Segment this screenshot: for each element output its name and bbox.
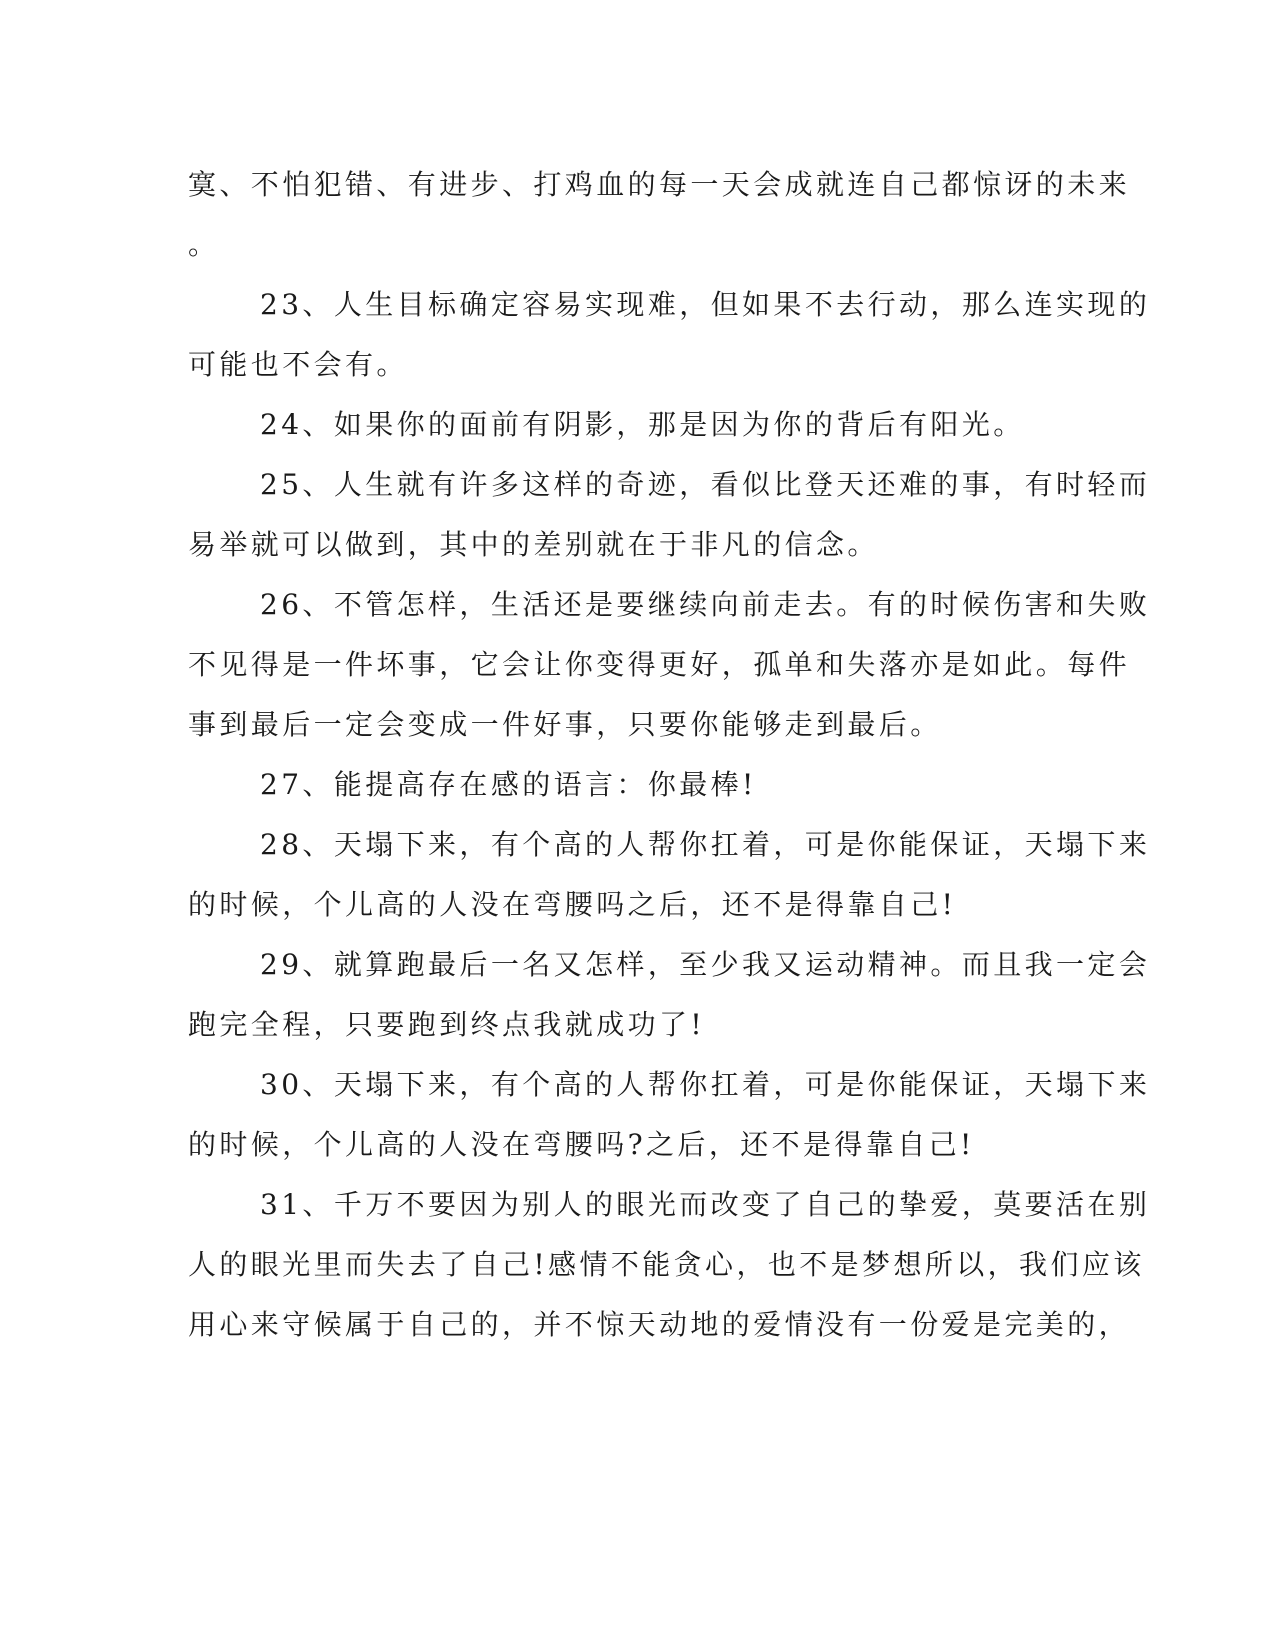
text-line: 26、不管怎样，生活还是要继续向前走去。有的时候伤害和失败 [260, 588, 1151, 621]
text-line: 的时候，个儿高的人没在弯腰吗之后，还不是得靠自己! [188, 888, 957, 921]
text-line: 可能也不会有。 [188, 348, 408, 381]
text-line: 27、能提高存在感的语言：你最棒! [260, 768, 757, 801]
text-line: 30、天塌下来，有个高的人帮你扛着，可是你能保证，天塌下来 [260, 1068, 1151, 1101]
text-line: 25、人生就有许多这样的奇迹，看似比登天还难的事，有时轻而 [260, 468, 1151, 501]
text-line: 人的眼光里而失去了自己!感情不能贪心，也不是梦想所以，我们应该 [188, 1248, 1145, 1281]
text-line: 事到最后一定会变成一件好事，只要你能够走到最后。 [188, 708, 942, 741]
text-line: 不见得是一件坏事，它会让你变得更好，孤单和失落亦是如此。每件 [188, 648, 1131, 681]
text-line: 寞、不怕犯错、有进步、打鸡血的每一天会成就连自己都惊讶的未来 [188, 168, 1131, 201]
text-line: 24、如果你的面前有阴影，那是因为你的背后有阳光。 [260, 408, 1025, 441]
text-line: 23、人生目标确定容易实现难，但如果不去行动，那么连实现的 [260, 288, 1151, 321]
text-line: 易举就可以做到，其中的差别就在于非凡的信念。 [188, 528, 879, 561]
text-line: 29、就算跑最后一名又怎样，至少我又运动精神。而且我一定会 [260, 948, 1151, 981]
document-body [188, 155, 1151, 1355]
text-line: 用心来守候属于自己的，并不惊天动地的爱情没有一份爱是完美的， [188, 1308, 1131, 1341]
text-line: 的时候，个儿高的人没在弯腰吗?之后，还不是得靠自己! [188, 1128, 975, 1161]
text-line: 31、千万不要因为别人的眼光而改变了自己的挚爱，莫要活在别 [260, 1188, 1151, 1221]
text-line: 。 [188, 228, 220, 261]
text-line: 28、天塌下来，有个高的人帮你扛着，可是你能保证，天塌下来 [260, 828, 1151, 861]
text-line: 跑完全程，只要跑到终点我就成功了! [188, 1008, 706, 1041]
